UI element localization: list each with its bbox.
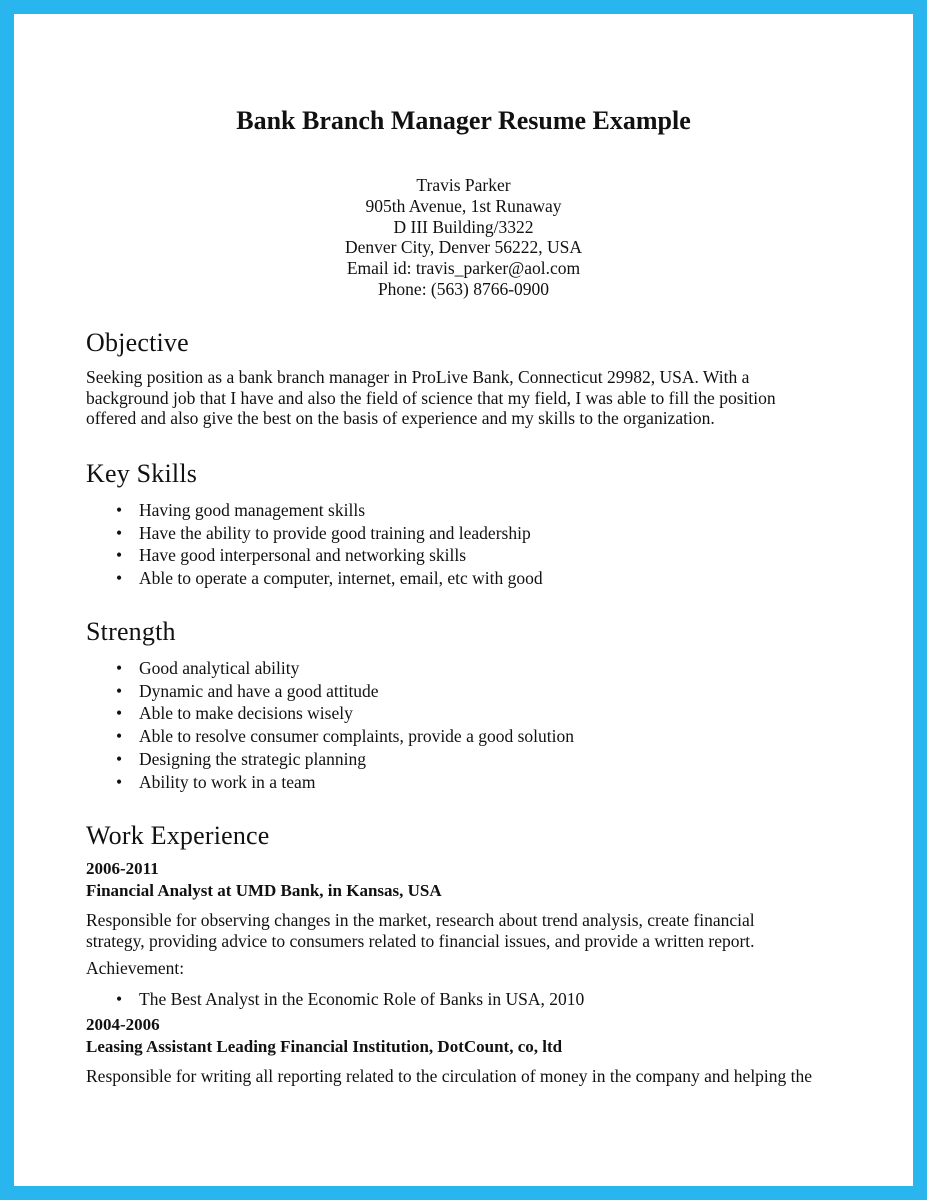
list-item [86, 702, 856, 725]
list-item-text: Designing the strategic planning [139, 748, 366, 769]
list-item [86, 748, 856, 771]
objective-text [86, 367, 856, 429]
contact-address-line3: Denver City, Denver 56222, USA [344, 237, 583, 258]
list-item-text: Dynamic and have a good attitude [139, 680, 379, 701]
list-item [86, 499, 856, 522]
objective-heading: Objective [86, 328, 189, 357]
bullet-icon: • [116, 658, 123, 678]
work-experience-section [86, 820, 856, 1086]
strength-section [86, 616, 856, 793]
job-years: 2006-2011 [86, 859, 159, 878]
list-item [86, 567, 856, 590]
list-item [86, 725, 856, 748]
job-years: 2004-2006 [86, 1014, 160, 1034]
bullet-icon: • [116, 568, 123, 589]
bullet-icon: • [116, 771, 123, 792]
list-item [86, 544, 856, 567]
page-title: Bank Branch Manager Resume Example [236, 106, 691, 135]
job-title: Financial Analyst at UMD Bank, in Kansas, USA [86, 881, 442, 900]
list-item-text: Good analytical ability [139, 658, 300, 678]
job-description [86, 910, 856, 951]
strength-list [86, 657, 856, 793]
objective-line: Seeking position as a bank branch manager in ProLive Bank, Connecticut 29982, USA. With a [86, 367, 750, 387]
job-description-line: strategy, providing advice to consumers related to financial issues, and provide a written report. [86, 930, 755, 951]
job-description [86, 1066, 856, 1087]
objective-line: offered and also give the best on the basis of experience and my skills to the organization. [86, 408, 715, 428]
list-item [86, 680, 856, 703]
list-item [86, 771, 856, 794]
bullet-icon: • [116, 726, 123, 747]
list-item-text: Able to resolve consumer complaints, provide a good solution [139, 726, 574, 747]
achievement-label: Achievement: [86, 958, 185, 978]
key-skills-heading: Key Skills [86, 459, 198, 488]
contact-block [0, 175, 927, 300]
key-skills-section [86, 458, 856, 590]
contact-address-line1: 905th Avenue, 1st Runaway [365, 195, 562, 216]
key-skills-list [86, 499, 856, 590]
bullet-icon: • [116, 989, 123, 1009]
job-description-line: Responsible for observing changes in the market, research about trend analysis, create financial [86, 910, 755, 930]
list-item-text: Able to operate a computer, internet, email, etc with good [139, 568, 543, 589]
contact-phone: Phone: (563) 8766-0900 [377, 278, 550, 299]
list-item-text: Having good management skills [139, 500, 366, 520]
work-experience-heading: Work Experience [86, 821, 270, 850]
list-item-text: Able to make decisions wisely [139, 703, 353, 724]
strength-heading: Strength [86, 617, 176, 646]
bullet-icon: • [116, 703, 123, 724]
contact-name: Travis Parker [416, 175, 511, 195]
contact-email: Email id: travis_parker@aol.com [346, 258, 581, 279]
bullet-icon: • [116, 500, 123, 520]
job-description-line: Responsible for writing all reporting related to the circulation of money in the company and helping the [86, 1065, 813, 1086]
bullet-icon: • [116, 748, 123, 769]
list-item-text: Have the ability to provide good training and leadership [139, 522, 531, 543]
bullet-icon: • [116, 680, 123, 701]
list-item [86, 657, 856, 680]
list-item [86, 522, 856, 545]
job-entry [86, 858, 856, 1011]
bullet-icon: • [116, 545, 123, 566]
objective-section [86, 327, 856, 429]
list-item-text: The Best Analyst in the Economic Role of Banks in USA, 2010 [139, 989, 585, 1009]
bullet-icon: • [116, 522, 123, 543]
job-entry [86, 1014, 856, 1087]
list-item-text: Have good interpersonal and networking skills [139, 545, 467, 566]
contact-address-line2: D III Building/3322 [393, 216, 534, 237]
list-item [86, 988, 856, 1011]
job-title: Leasing Assistant Leading Financial Institution, DotCount, co, ltd [86, 1036, 563, 1056]
achievement-list [86, 988, 856, 1011]
objective-line: background job that I have and also the field of science that my field, I was able to fill the position [86, 387, 776, 408]
list-item-text: Ability to work in a team [139, 771, 316, 792]
